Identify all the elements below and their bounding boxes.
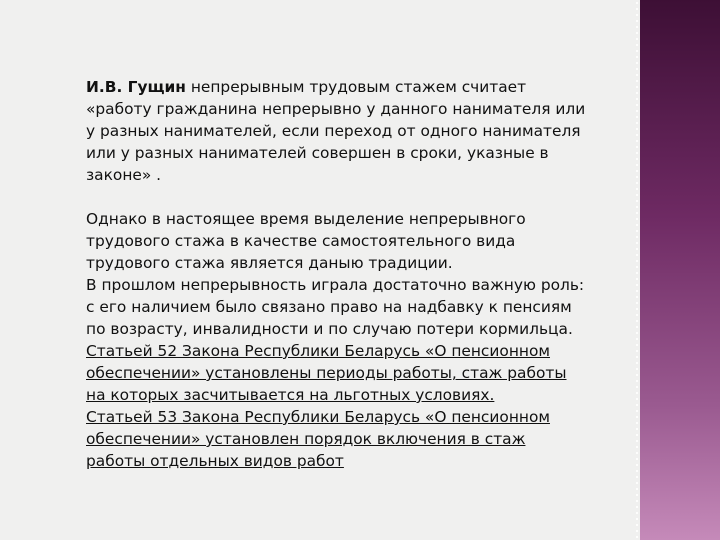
quote-text: непрерывным трудовым стажем считает «работу гражданина непрерывно у данного нанимателя или у разных нанимателей, если переход от одного нанимателя или у разных нанимателей совершен в сроки, указные в законе» . — [86, 78, 586, 184]
paragraph-current: Однако в настоящее время выделение непрерывного трудового стажа в качестве самостоятельного вида трудового стажа является даныю традиции. — [86, 210, 526, 272]
law-article-53-link[interactable]: Статьей 53 Закона Республики Беларусь «О пенсионном обеспечении» установлен порядок включения в стаж работы отдельных видов работ — [86, 408, 550, 470]
paragraph-past: В прошлом непрерывность играла достаточно важную роль: с его наличием было связано право на надбавку к пенсиям по возрасту, инвалидности и по случаю потери кормильца. — [86, 276, 585, 338]
paragraph-quote — [86, 76, 586, 186]
author-name: И.В. Гущин — [86, 78, 186, 96]
slide-content — [86, 76, 586, 472]
law-article-52-link[interactable]: Статьей 52 Закона Республики Беларусь «О пенсионном обеспечении» установлены периоды работы, стаж работы на которых засчитывается на льготных условиях. — [86, 342, 567, 404]
purple-side-band — [640, 0, 720, 540]
